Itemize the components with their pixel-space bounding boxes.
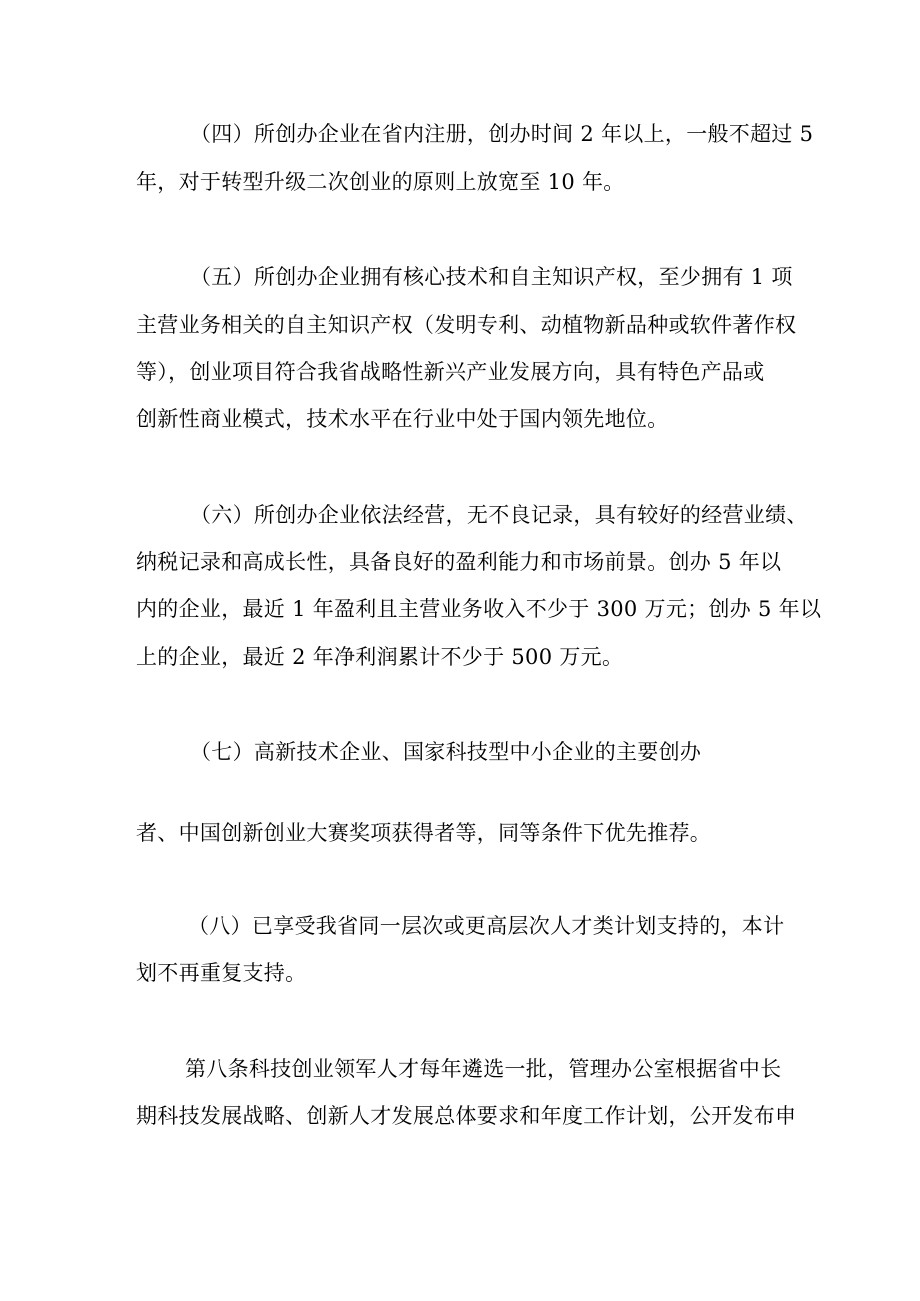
paragraph-line: 上的企业，最近 2 年净利润累计不少于 500 万元。 xyxy=(136,645,624,669)
paragraph-line: 主营业务相关的自主知识产权（发明专利、动植物新品种或软件著作权 xyxy=(136,313,797,337)
paragraph-line: （五）所创办企业拥有核心技术和自主知识产权，至少拥有 1 项 xyxy=(190,265,793,289)
paragraph-line: （七）高新技术企业、国家科技型中小企业的主要创办 xyxy=(190,740,702,764)
paragraph-line: 创新性商业模式，技术水平在行业中处于国内领先地位。 xyxy=(136,407,669,431)
paragraph-line: 年，对于转型升级二次创业的原则上放宽至 10 年。 xyxy=(136,170,625,194)
paragraph-line: 第八条科技创业领军人才每年遴选一批，管理办公室根据省中长 xyxy=(185,1057,782,1081)
paragraph-line: 内的企业，最近 1 年盈利且主营业务收入不少于 300 万元；创办 5 年以 xyxy=(136,597,822,621)
paragraph-line: 纳税记录和高成长性，具备良好的盈利能力和市场前景。创办 5 年以 xyxy=(136,550,782,574)
paragraph-line: 期科技发展战略、创新人才发展总体要求和年度工作计划，公开发布申 xyxy=(136,1104,797,1128)
paragraph-line: （六）所创办企业依法经营，无不良记录，具有较好的经营业绩、 xyxy=(190,503,808,527)
paragraph-line: 者、中国创新创业大赛奖项获得者等，同等条件下优先推荐。 xyxy=(136,821,712,845)
paragraph-line: （八）已享受我省同一层次或更高层次人才类计划支持的，本计 xyxy=(188,914,785,938)
paragraph-line: 划不再重复支持。 xyxy=(136,961,307,985)
paragraph-line: 等），创业项目符合我省战略性新兴产业发展方向，具有特色产品或 xyxy=(136,360,765,384)
paragraph-line: （四）所创办企业在省内注册，创办时间 2 年以上，一般不超过 5 xyxy=(190,122,814,146)
